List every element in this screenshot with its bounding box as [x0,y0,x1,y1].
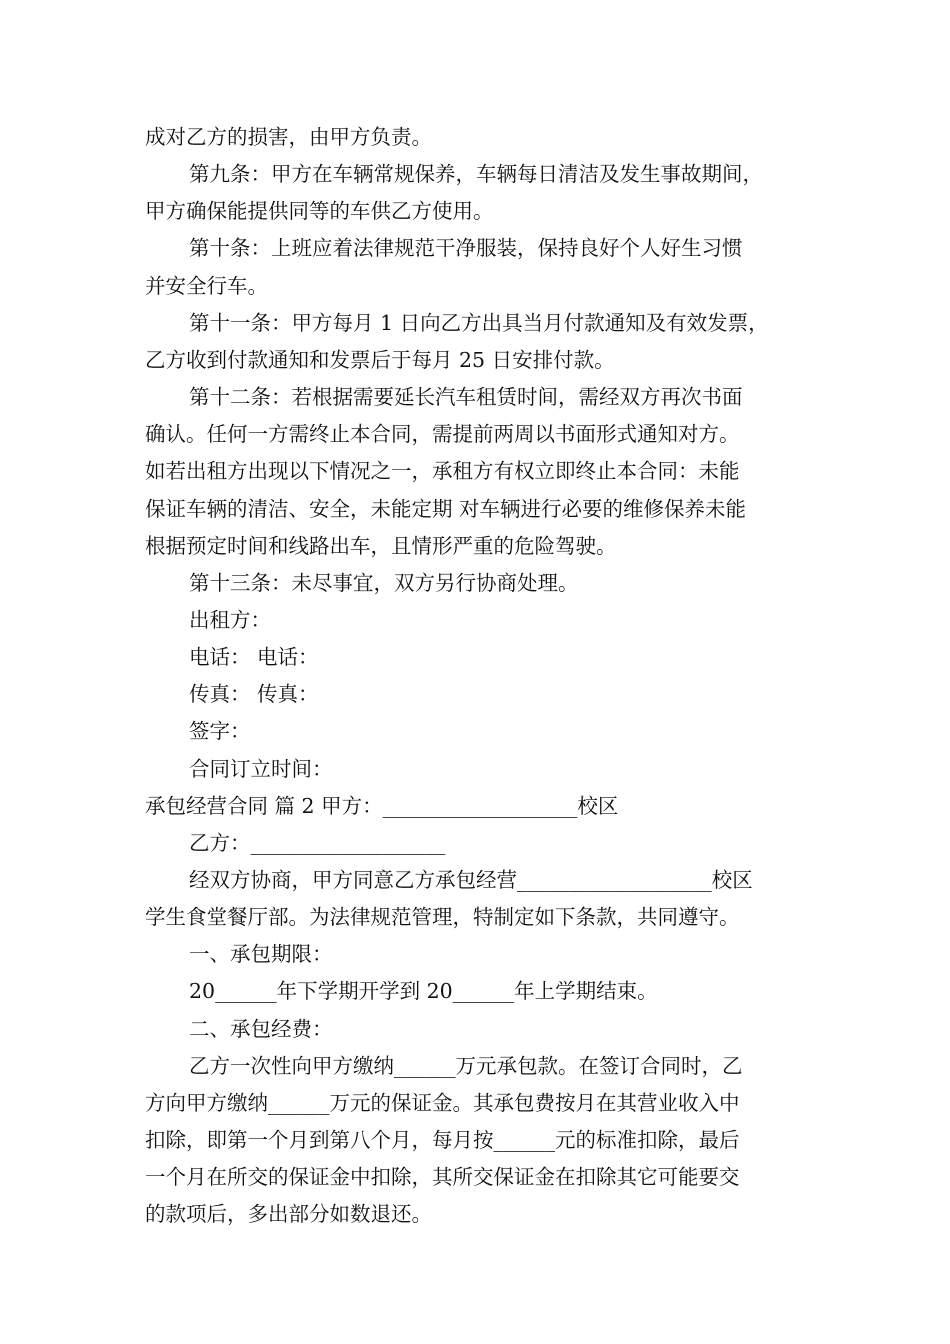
text-line: 经双方协商，甲方同意乙方承包经营___________________校区 [189,868,753,892]
text-line: 二、承包经费： [189,1016,333,1041]
text-line: 学生食堂餐厅部。为法律规范管理，特制定如下条款，共同遵守。 [145,905,740,930]
text-line: 扣除，即第一个月到第八个月，每月按______元的标准扣除，最后 [145,1128,740,1153]
text-line: 保证车辆的清洁、安全，未能定期 对车辆进行必要的维修保养未能 [145,496,747,521]
text-line: 确认。任何一方需终止本合同，需提前两周以书面形式通知对方。 [145,422,740,447]
text-line: 一、承包期限： [189,942,333,967]
text-line: 甲方确保能提供同等的车供乙方使用。 [145,199,494,224]
text-line: 承包经营合同 篇 2 甲方：___________________校区 [145,793,619,818]
text-line: 电话： 电话： [189,645,319,670]
text-line: 出租方： [189,607,271,632]
text-line: 合同订立时间： [189,756,333,781]
text-line: 如若出租方出现以下情况之一，承租方有权立即终止本合同：未能 [145,459,740,484]
text-line: 的款项后，多出部分如数退还。 [145,1202,432,1227]
text-line: 一个月在所交的保证金中扣除，其所交保证金在扣除其它可能要交 [145,1165,740,1190]
text-line: 签字： [189,719,251,744]
text-line: 乙方：___________________ [189,830,446,855]
text-line: 方向甲方缴纳______万元的保证金。其承包费按月在其营业收入中 [145,1090,740,1115]
text-line: 根据预定时间和线路出车，且情形严重的危险驾驶。 [145,533,617,558]
text-line: 第十二条：若根据需要延长汽车租赁时间，需经双方再次书面 [189,385,743,410]
text-line: 第九条：甲方在车辆常规保养，车辆每日清洁及发生事故期间， [189,162,763,187]
text-line: 第十三条：未尽事宜，双方另行协商处理。 [189,570,579,595]
text-line: 第十一条：甲方每月 1 日向乙方出具当月付款通知及有效发票， [189,310,769,335]
text-line: 成对乙方的损害，由甲方负责。 [145,125,432,149]
text-line: 传真： 传真： [189,682,319,707]
text-line: 20______年下学期开学到 20______年上学期结束。 [189,979,658,1004]
text-line: 乙方收到付款通知和发票后于每月 25 日安排付款。 [145,347,615,372]
text-line: 并安全行车。 [145,273,268,298]
text-line: 乙方一次性向甲方缴纳______万元承包款。在签订合同时，乙 [189,1053,743,1078]
text-line: 第十条：上班应着法律规范干净服装，保持良好个人好生习惯 [189,236,743,261]
